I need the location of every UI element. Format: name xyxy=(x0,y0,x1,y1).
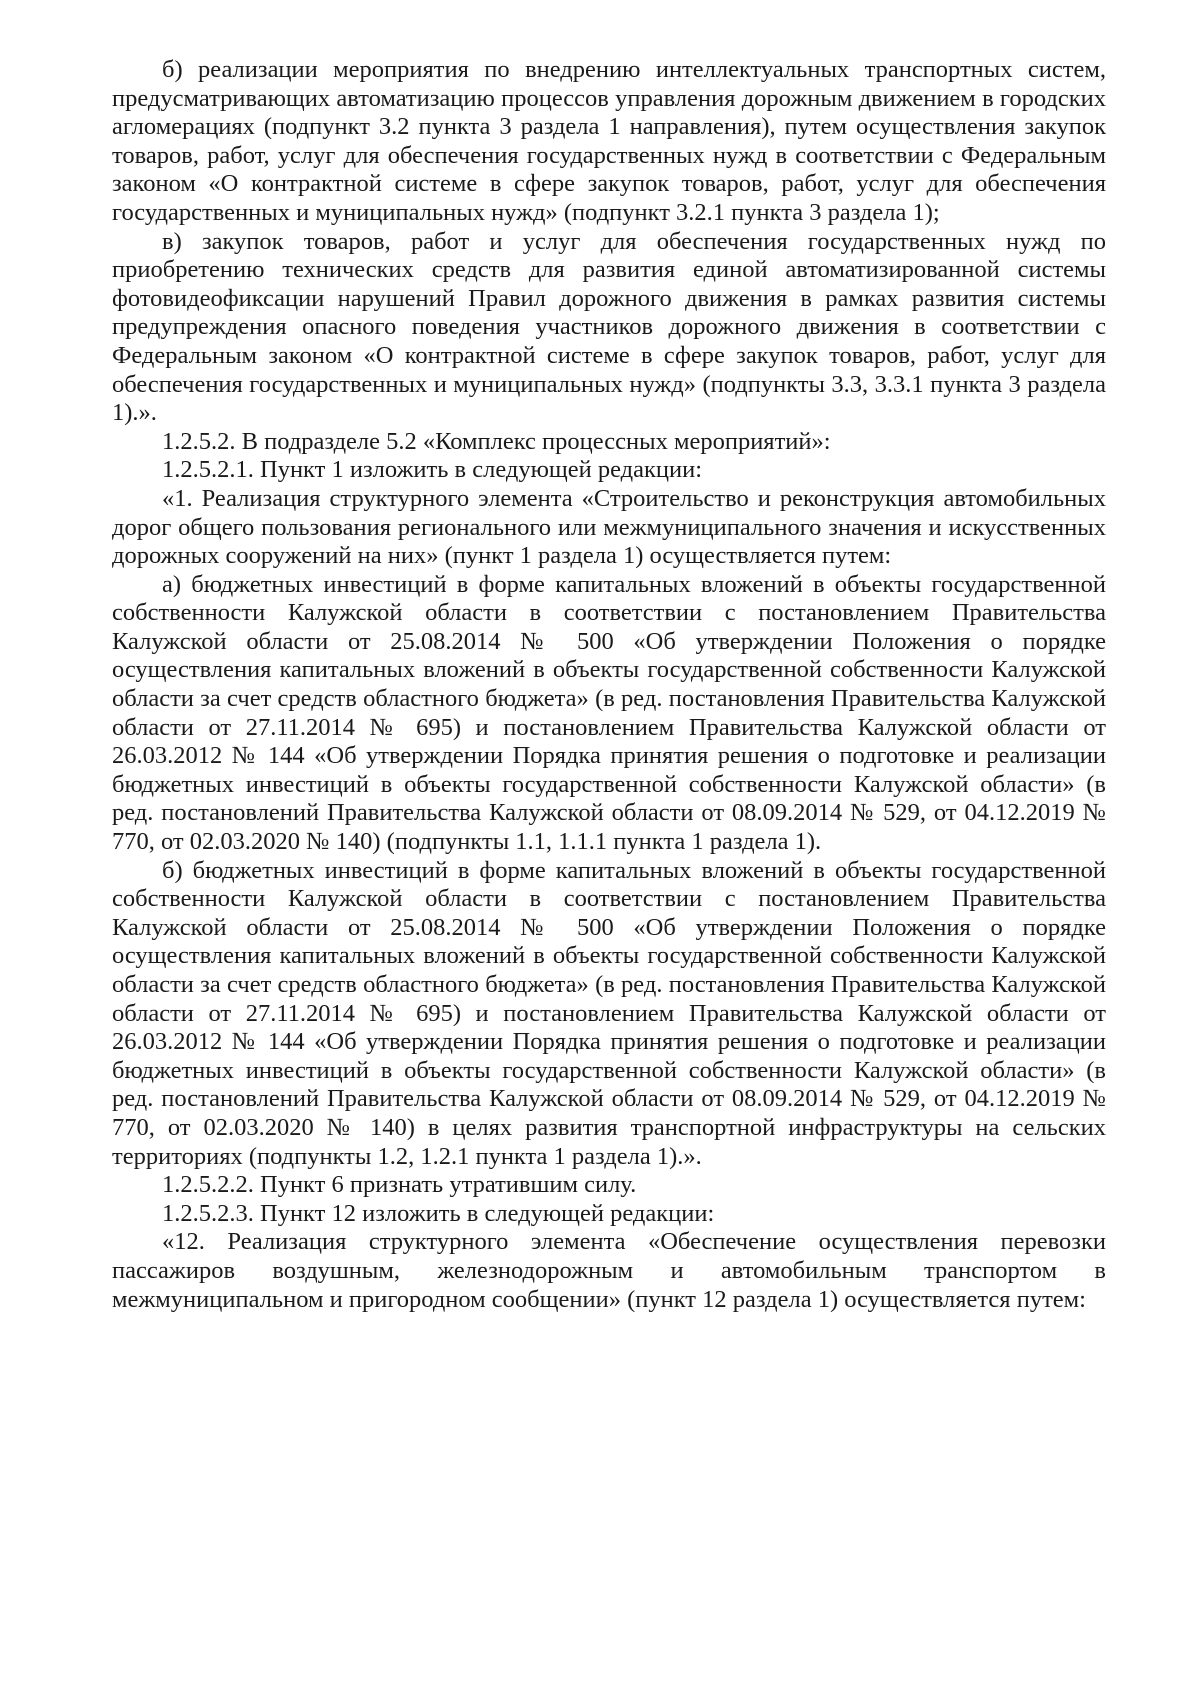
paragraph-subsection-5-2: 1.2.5.2. В подразделе 5.2 «Комплекс процессных мероприятий»: xyxy=(162,427,831,455)
paragraph-b-intelligent-transport: б) реализации мероприятия по внедрению интеллектуальных транспортных систем, предусматривающих автоматизацию процессов управления дорожным движением в городских агломерациях (подпункт 3.2 пункта 3 раздела 1 направления), путем осуществления закупок товаров, работ, услуг для обеспечения государственных нужд в соответствии с Федеральным законом «О контрактной системе в сфере закупок товаров, работ, услуг для обеспечения государственных и муниципальных нужд» (подпункт 3.2.1 пункта 3 раздела 1); xyxy=(112,56,1106,226)
paragraph-point-1-text: «1. Реализация структурного элемента «Строительство и реконструкция автомобильных дорог общего пользования регионального или межмуниципального значения и искусственных дорожных сооружений на них» (пункт 1 раздела 1) осуществляется путем: xyxy=(112,484,1106,570)
paragraph-point-12-heading: 1.2.5.2.3. Пункт 12 изложить в следующей редакции: xyxy=(162,1199,715,1227)
paragraph-b-investments-rural: б) бюджетных инвестиций в форме капитальных вложений в объекты государственной собственности Калужской области в соответствии с постановлением Правительства Калужской области от 25.08.2014 № 500 «Об утверждении Положения о порядке осуществления капитальных вложений в объекты государственной собственности Калужской области за счет средств областного бюджета» (в ред. постановления Правительства Калужской области от 27.11.2014 № 695) и постановлением Правительства Калужской области от 26.03.2012 № 144 «Об утверждении Порядка принятия решения о подготовке и реализации бюджетных инвестиций в объекты государственной собственности Калужской области» (в ред. постановлений Правительства Калужской области от 08.09.2014 № 529, от 04.12.2019 № 770, от 02.03.2020 № 140) в целях развития транспортной инфраструктуры на сельских территориях (подпункты 1.2, 1.2.1 пункта 1 раздела 1).». xyxy=(112,856,1106,1170)
paragraph-point-12-text: «12. Реализация структурного элемента «Обеспечение осуществления перевозки пассажиров воздушным, железнодорожным и автомобильным транспортом в межмуниципальном и пригородном сообщении» (пункт 12 раздела 1) осуществляется путем: xyxy=(112,1228,1106,1313)
document-page xyxy=(112,56,1106,1314)
paragraph-a-investments: а) бюджетных инвестиций в форме капитальных вложений в объекты государственной собственности Калужской области в соответствии с постановлением Правительства Калужской области от 25.08.2014 № 500 «Об утверждении Положения о порядке осуществления капитальных вложений в объекты государственной собственности Калужской области за счет средств областного бюджета» (в ред. постановления Правительства Калужской области от 27.11.2014 № 695) и постановлением Правительства Калужской области от 26.03.2012 № 144 «Об утверждении Порядка принятия решения о подготовке и реализации бюджетных инвестиций в объекты государственной собственности Калужской области» (в ред. постановлений Правительства Калужской области от 08.09.2014 № 529, от 04.12.2019 № 770, от 02.03.2020 № 140) (подпункты 1.1, 1.1.1 пункта 1 раздела 1). xyxy=(112,570,1106,856)
paragraph-point-1-heading: 1.2.5.2.1. Пункт 1 изложить в следующей редакции: xyxy=(162,456,703,484)
paragraph-v-photo-video-fixation: в) закупок товаров, работ и услуг для обеспечения государственных нужд по приобретению технических средств для развития единой автоматизированной системы фотовидеофиксации нарушений Правил дорожного движения в рамках развития системы предупреждения опасного поведения участников дорожного движения в соответствии с Федеральным законом «О контрактной системе в сфере закупок товаров, работ, услуг для обеспечения государственных и муниципальных нужд» (подпункты 3.3, 3.3.1 пункта 3 раздела 1).». xyxy=(112,227,1106,427)
paragraph-point-6-repealed: 1.2.5.2.2. Пункт 6 признать утратившим силу. xyxy=(162,1171,637,1199)
